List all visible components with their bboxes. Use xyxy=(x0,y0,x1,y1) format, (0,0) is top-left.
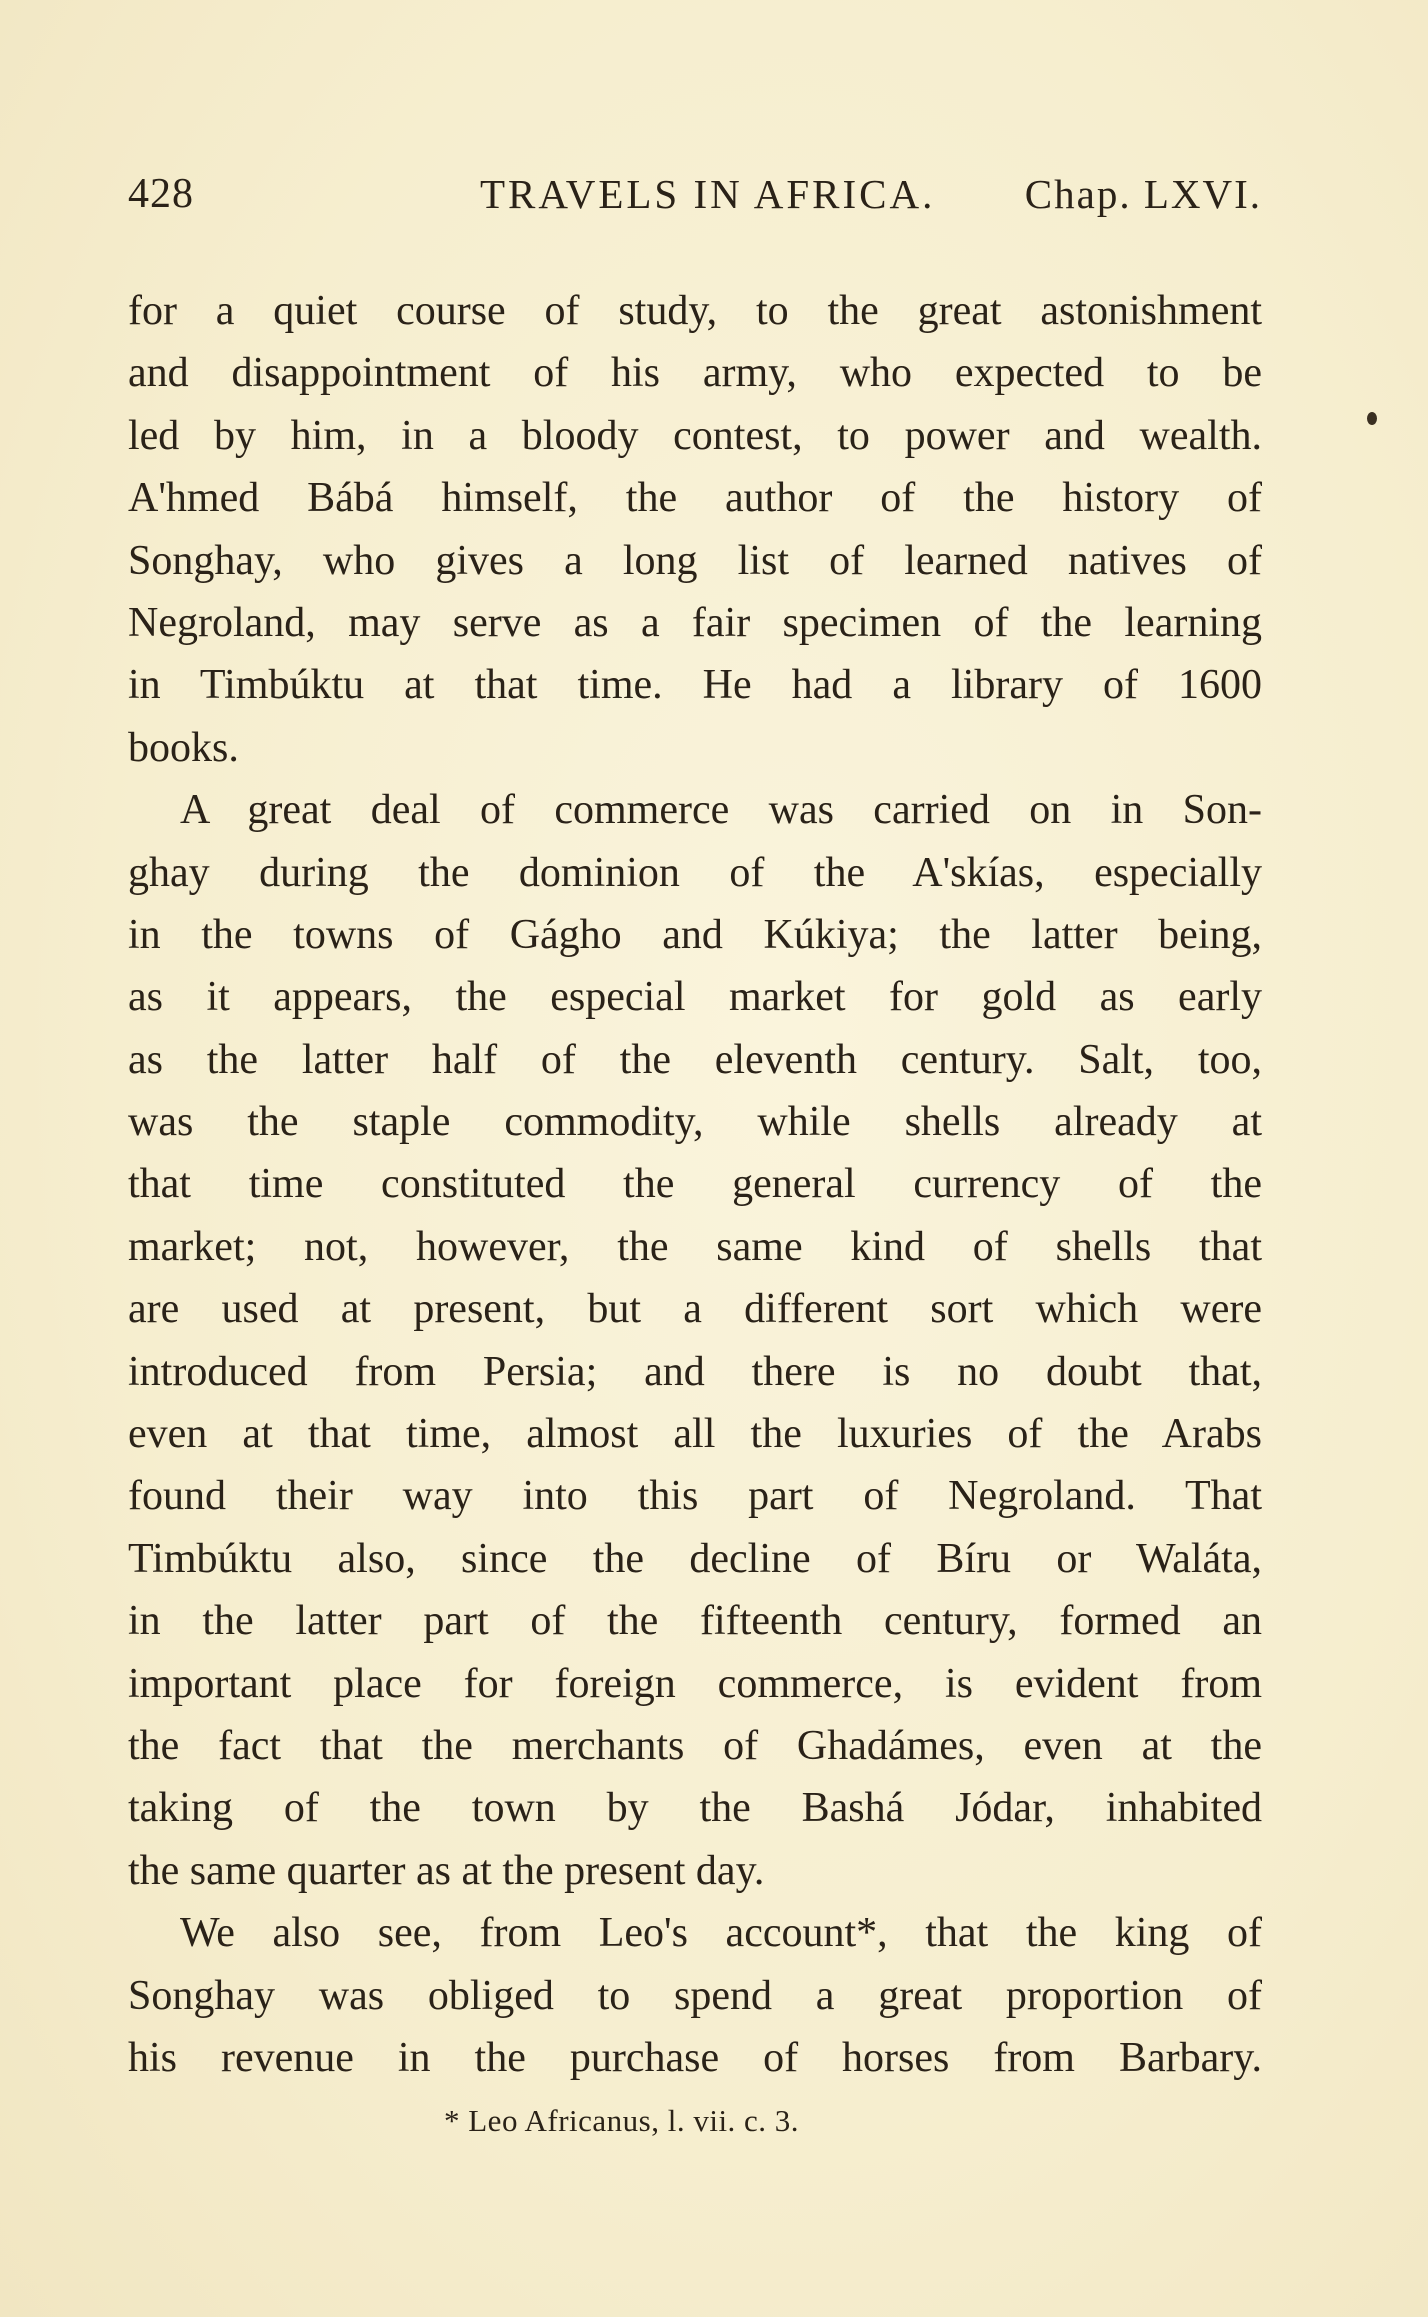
text-line: Songhay was obliged to spend a great proportion of xyxy=(128,1972,1262,2019)
text-line: introduced from Persia; and there is no doubt that, xyxy=(128,1348,1262,1395)
text-line: in the towns of Gágho and Kúkiya; the latter being, xyxy=(128,911,1262,958)
text-line: books. xyxy=(128,724,239,771)
text-line: the same quarter as at the present day. xyxy=(128,1847,765,1894)
text-line: market; not, however, the same kind of shells that xyxy=(128,1223,1262,1270)
book-page xyxy=(128,170,1262,2143)
text-line: taking of the town by the Bashá Jódar, inhabited xyxy=(128,1785,1262,1832)
body-text xyxy=(128,280,1262,2089)
footnote: * Leo Africanus, l. vii. c. 3. xyxy=(444,2103,800,2139)
text-line: and disappointment of his army, who expected to be xyxy=(128,350,1262,397)
chapter-label: Chap. LXVI. xyxy=(1024,171,1262,217)
text-line: important place for foreign commerce, is evident from xyxy=(128,1660,1262,1707)
text-line: We also see, from Leo's account*, that the king of xyxy=(180,1910,1262,1957)
text-line: found their way into this part of Negroland. That xyxy=(128,1473,1262,1520)
text-line: ghay during the dominion of the A'skías, especially xyxy=(128,849,1262,896)
text-line: Negroland, may serve as a fair specimen of the learning xyxy=(128,599,1262,646)
text-line: A great deal of commerce was carried on in Son- xyxy=(180,787,1262,834)
page-number: 428 xyxy=(128,171,194,217)
text-line: the fact that the merchants of Ghadámes, even at the xyxy=(128,1722,1262,1769)
text-line: in Timbúktu at that time. He had a library of 1600 xyxy=(128,662,1262,709)
text-line: that time constituted the general currency of the xyxy=(128,1161,1262,1208)
text-line: Timbúktu also, since the decline of Bíru or Waláta, xyxy=(128,1535,1262,1582)
margin-ink-dot xyxy=(1367,412,1377,425)
text-line: even at that time, almost all the luxuries of the Arabs xyxy=(128,1411,1262,1458)
text-line: was the staple commodity, while shells already at xyxy=(128,1099,1262,1146)
text-line: as the latter half of the eleventh century. Salt, too, xyxy=(128,1036,1262,1083)
text-line: led by him, in a bloody contest, to power and wealth. xyxy=(128,412,1262,459)
text-line: in the latter part of the fifteenth century, formed an xyxy=(128,1598,1262,1645)
running-title: TRAVELS IN AFRICA. xyxy=(480,171,936,217)
text-line: A'hmed Bábá himself, the author of the history of xyxy=(128,475,1262,522)
text-line: are used at present, but a different sort which were xyxy=(128,1286,1262,1333)
text-line: for a quiet course of study, to the great astonishment xyxy=(128,288,1262,334)
text-line: as it appears, the especial market for gold as early xyxy=(128,974,1262,1021)
text-line: Songhay, who gives a long list of learned natives of xyxy=(128,537,1262,584)
text-line: his revenue in the purchase of horses from Barbary. xyxy=(128,2034,1262,2081)
running-head xyxy=(128,170,1262,230)
